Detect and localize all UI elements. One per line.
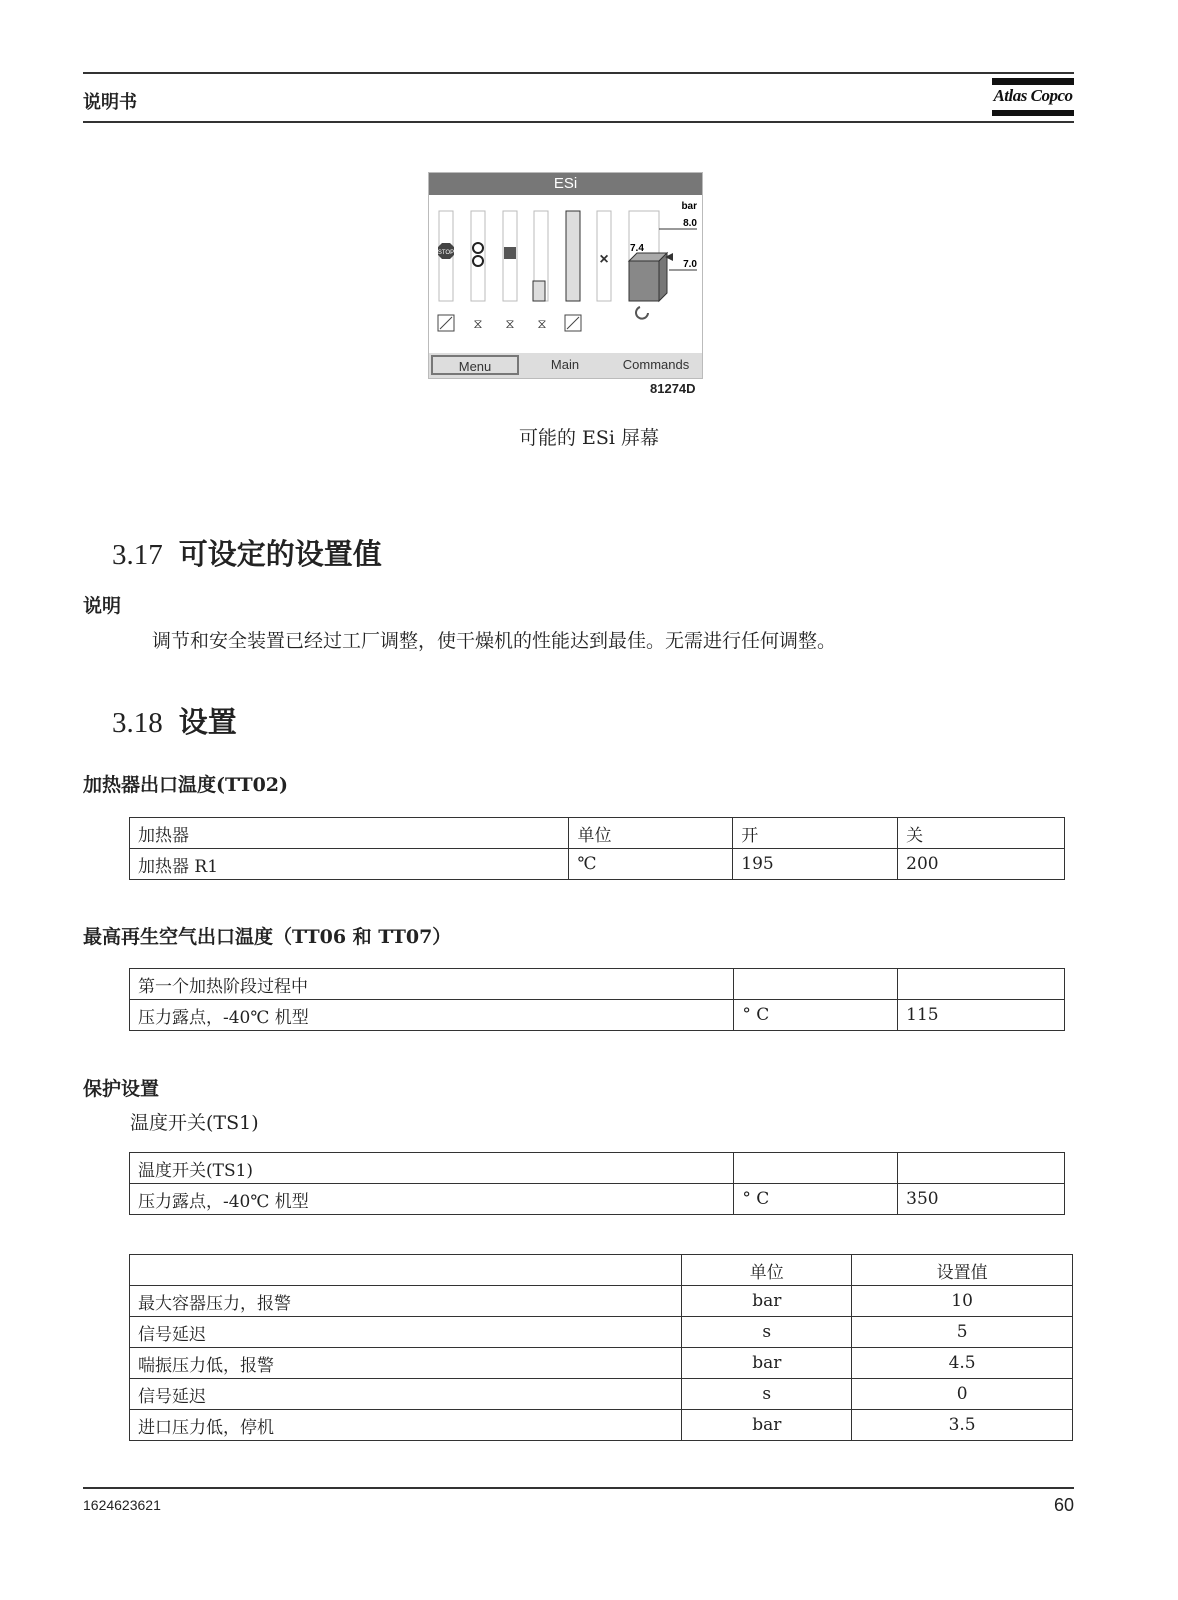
settings-table	[129, 1254, 1073, 1441]
valve-icon-1: ⧖	[473, 316, 483, 331]
low-setpoint: 7.0	[683, 259, 697, 270]
table-row: 加热器 R1 ℃ 195 200	[130, 849, 1065, 880]
table-row: 第一个加热阶段过程中	[130, 969, 1065, 1000]
cross-icon: ×	[599, 251, 609, 268]
header-rule-top	[83, 72, 1074, 74]
section-317-heading: 3.17 可设定的设置值	[112, 537, 382, 571]
table-row: 压力露点，-40℃ 机型 ° C 350	[130, 1184, 1065, 1215]
figure-caption: 可能的 ESi 屏幕	[518, 427, 660, 449]
heater-heading: 加热器出口温度(TT02)	[83, 774, 289, 796]
table-row: 加热器 单位 开 关	[130, 818, 1065, 849]
figure-code: 81274D	[650, 381, 696, 396]
commands-button[interactable]: Commands	[622, 357, 690, 372]
heater-table	[129, 817, 1065, 880]
page-number: 60	[1053, 1495, 1074, 1515]
atlas-copco-logo: Atlas Copco	[992, 78, 1074, 120]
unit-label: bar	[681, 201, 697, 212]
table-row: 单位 设置值	[130, 1255, 1073, 1286]
document-number: 1624623621	[83, 1497, 161, 1513]
vessel-level	[629, 261, 659, 301]
level-bar-5	[566, 211, 580, 301]
esi-status-graphic	[429, 195, 702, 355]
svg-text:STOP: STOP	[437, 250, 455, 256]
protection-heading: 保护设置	[83, 1078, 160, 1100]
refresh-icon	[636, 307, 648, 319]
table-row: 最大容器压力，报警 bar 10	[130, 1286, 1073, 1317]
esi-screen-title: ESi	[429, 173, 702, 195]
current-pressure: 7.4	[630, 243, 644, 254]
esi-screen-figure	[428, 172, 703, 379]
max-regen-heading: 最高再生空气出口温度（TT06 和 TT07）	[83, 926, 452, 948]
table-row: 温度开关(TS1)	[130, 1153, 1065, 1184]
max-regen-table	[129, 968, 1065, 1031]
menu-button[interactable]: Menu	[431, 355, 519, 375]
table-row: 喘振压力低，报警 bar 4.5	[130, 1348, 1073, 1379]
high-setpoint: 8.0	[683, 218, 697, 229]
level-bar-4	[533, 281, 545, 301]
table-row: 信号延迟 s 5	[130, 1317, 1073, 1348]
section-318-heading: 3.18 设置	[112, 705, 237, 739]
protection-table	[129, 1152, 1065, 1215]
table-row: 进口压力低，停机 bar 3.5	[130, 1410, 1073, 1441]
table-row: 压力露点，-40℃ 机型 ° C 115	[130, 1000, 1065, 1031]
table-row: 信号延迟 s 0	[130, 1379, 1073, 1410]
main-button[interactable]: Main	[550, 357, 580, 372]
valve-icon-2: ⧖	[505, 316, 515, 331]
section-317-subheading: 说明	[83, 595, 122, 617]
valve-icon-3: ⧖	[537, 316, 547, 331]
section-317-text: 调节和安全装置已经过工厂调整，使干燥机的性能达到最佳。无需进行任何调整。	[152, 630, 837, 652]
fan-icon	[504, 247, 516, 259]
document-title: 说明书	[83, 92, 137, 113]
protection-subheading: 温度开关(TS1)	[130, 1112, 259, 1134]
footer-rule	[83, 1487, 1074, 1489]
header-rule-bottom	[83, 121, 1074, 123]
